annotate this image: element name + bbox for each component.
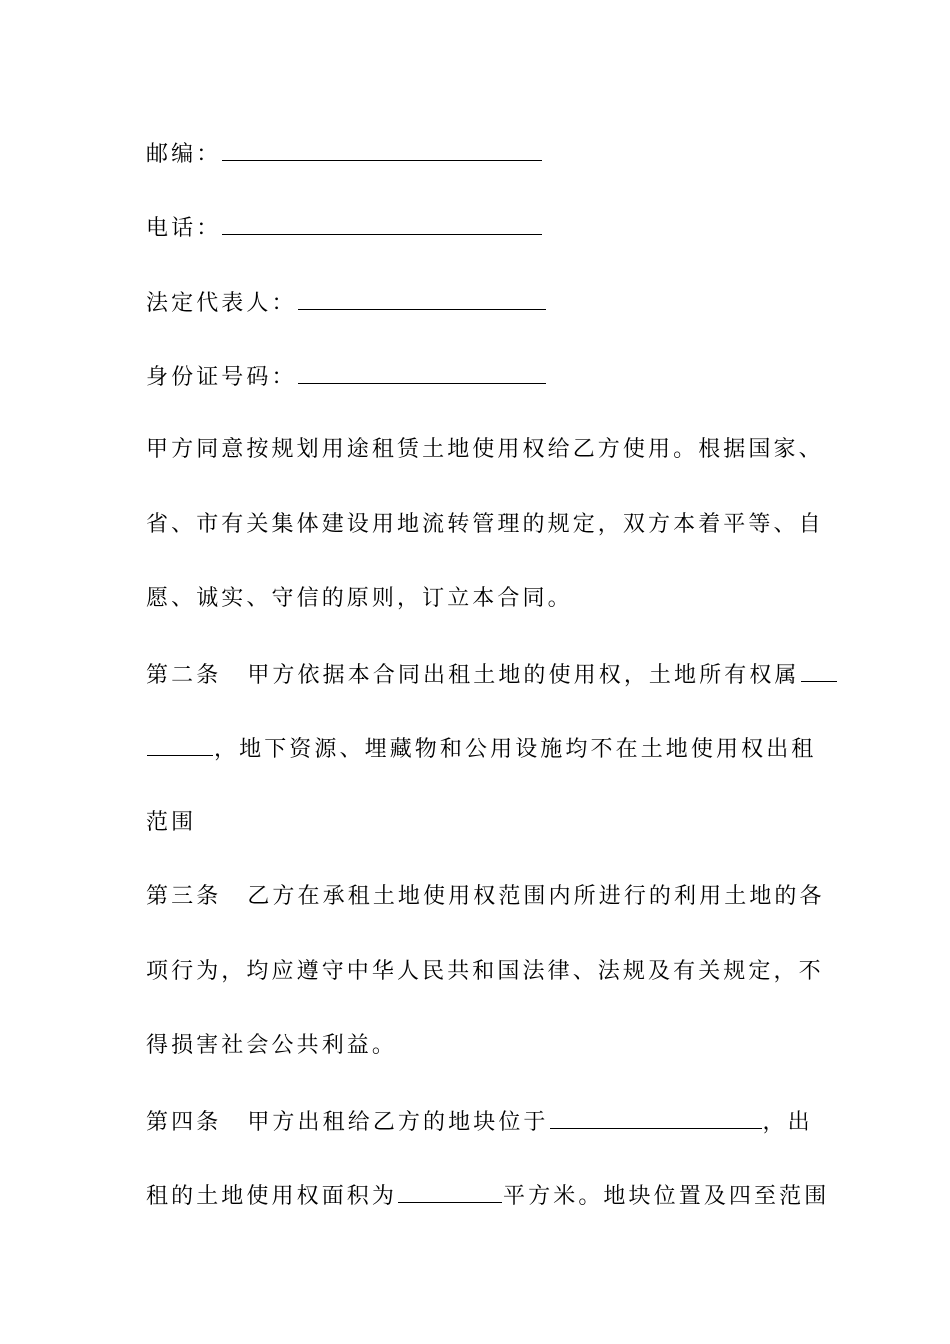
article-2-text: ，地下资源、埋藏物和公用设施均不在土地使用权出租	[214, 737, 817, 762]
ownership-blank-part1	[801, 659, 837, 682]
id-number-label: 身份证号码：	[146, 365, 297, 390]
area-blank	[398, 1180, 502, 1203]
article-2-line-3: 范围	[146, 810, 197, 835]
article-3-text: 乙方在承租土地使用权范围内所进行的利用土地的各	[247, 884, 825, 909]
article-4-text: 甲方出租给乙方的地块位于	[247, 1110, 549, 1135]
legal-rep-blank	[298, 287, 546, 310]
phone-blank	[222, 212, 542, 235]
id-number-blank	[298, 361, 546, 384]
phone-field	[146, 212, 806, 242]
postal-code-label: 邮编：	[146, 142, 222, 167]
article-3-line-3: 得损害社会公共利益。	[146, 1033, 398, 1058]
article-2-line-1	[146, 659, 806, 689]
article-3-line-1	[146, 882, 825, 912]
legal-rep-label: 法定代表人：	[146, 291, 297, 316]
phone-label: 电话：	[146, 216, 222, 241]
paragraph-line: 甲方同意按规划用途租赁土地使用权给乙方使用。根据国家、	[146, 437, 824, 462]
article-2-line-2	[146, 733, 817, 763]
postal-code-blank	[222, 138, 542, 161]
paragraph-line: 省、市有关集体建设用地流转管理的规定，双方本着平等、自	[146, 512, 824, 537]
article-4-text: 租的土地使用权面积为	[146, 1184, 398, 1209]
article-4-text: ，出	[762, 1110, 813, 1135]
ownership-blank-part2	[147, 733, 213, 756]
article-4-text: 平方米。地块位置及四至范围	[503, 1184, 830, 1209]
legal-rep-field	[146, 287, 806, 317]
paragraph-line: 愿、诚实、守信的原则，订立本合同。	[146, 586, 573, 611]
postal-code-field	[146, 138, 806, 168]
article-2-heading: 第二条	[146, 663, 222, 688]
article-3-heading: 第三条	[146, 884, 222, 909]
article-4-line-1	[146, 1106, 813, 1136]
location-blank	[550, 1106, 762, 1129]
article-2-text: 甲方依据本合同出租土地的使用权，土地所有权属	[247, 663, 800, 688]
article-3-line-2: 项行为，均应遵守中华人民共和国法律、法规及有关规定，不	[146, 959, 824, 984]
article-4-heading: 第四条	[146, 1110, 222, 1135]
article-4-line-2	[146, 1180, 830, 1210]
id-number-field	[146, 361, 806, 391]
